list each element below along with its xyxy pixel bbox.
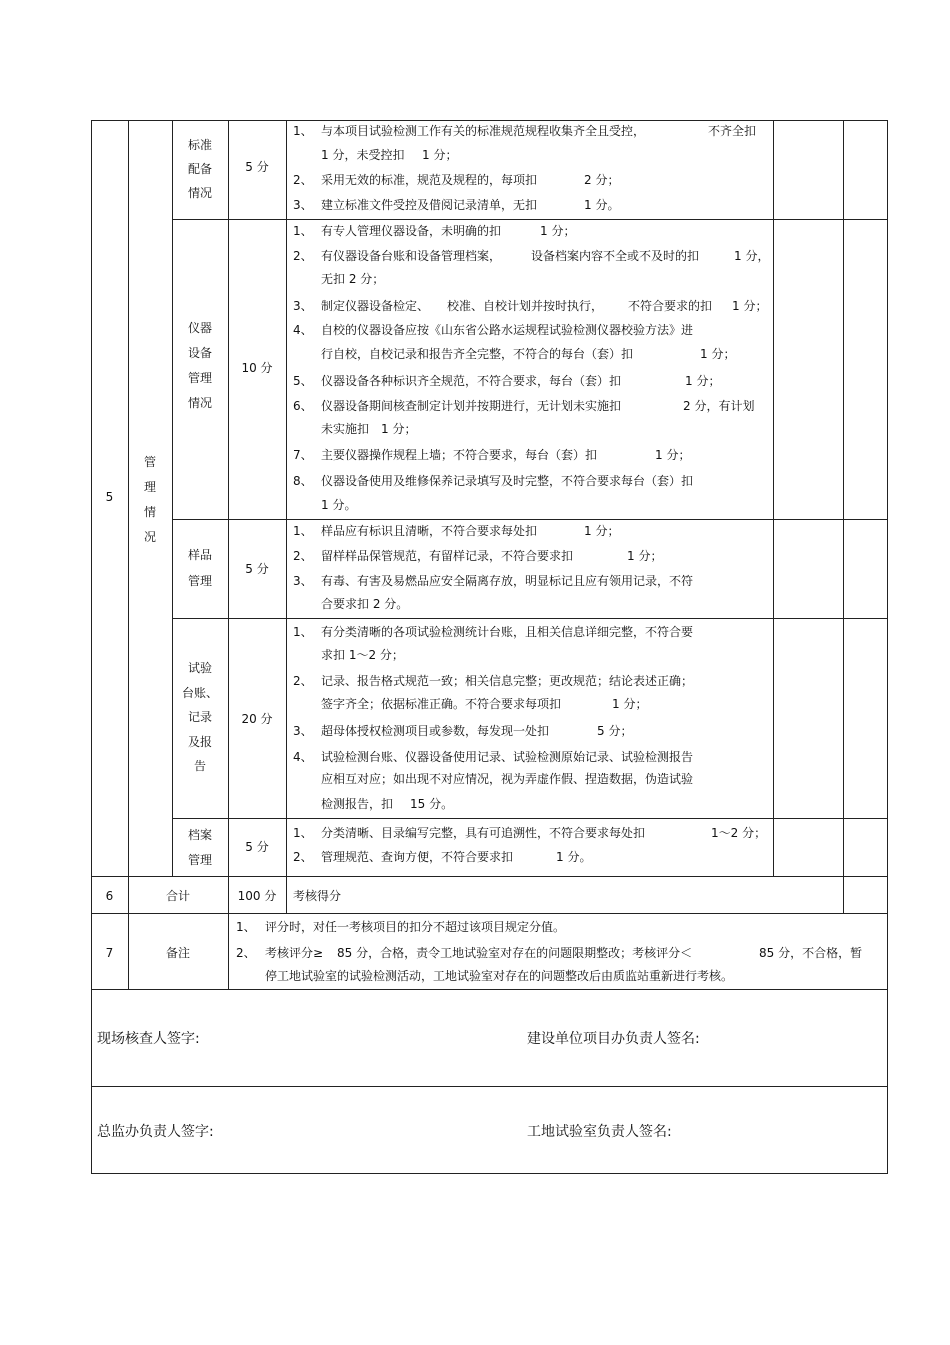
row-number: 6 [105, 889, 114, 903]
item-score: 5 分 [245, 840, 269, 854]
criteria-num: 1、 [293, 826, 313, 840]
criteria-text: 建立标准文件受控及借阅记录清单，无扣 [321, 198, 538, 212]
criteria-text: 超母体授权检测项目或参数，每发现一处扣 [321, 724, 550, 738]
criteria-text: 1 分； [700, 347, 736, 361]
criteria-text: 2 分； [584, 173, 620, 187]
grid-line [91, 1086, 888, 1087]
criteria-text: 合要求扣 2 分。 [321, 597, 409, 611]
criteria-num: 3、 [293, 299, 313, 313]
criteria-text: 采用无效的标准，规范及规程的，每项扣 [321, 173, 538, 187]
criteria-text: 1 分，未受控扣 [321, 148, 405, 162]
criteria-text: 1 分。 [556, 850, 592, 864]
criteria-num: 6、 [293, 399, 313, 413]
criteria-text: 试验检测台账、仪器设备使用记录、试验检测原始记录、试验检测报告 [321, 750, 694, 764]
item-label-line: 情况 [187, 186, 212, 200]
criteria-text: 行自校，自校记录和报告齐全完整，不符合的每台（套）扣 [321, 347, 634, 361]
criteria-text: 仪器设备各种标识齐全规范，不符合要求，每台（套）扣 [321, 374, 622, 388]
criteria-text: 不齐全扣 [708, 124, 757, 138]
item-label-line: 情况 [187, 396, 212, 410]
criteria-num: 3、 [293, 198, 313, 212]
criteria-num: 4、 [293, 323, 313, 337]
criteria-text: 15 分。 [410, 797, 454, 811]
criteria-num: 1、 [293, 224, 313, 238]
criteria-text: 1 分； [732, 299, 768, 313]
item-score: 5 分 [245, 160, 269, 174]
criteria-num: 2、 [293, 249, 313, 263]
criteria-text: 求扣 1～2 分； [321, 648, 404, 662]
item-score: 10 分 [241, 361, 273, 375]
criteria-text: 1 分； [422, 148, 458, 162]
criteria-num: 7、 [293, 448, 313, 462]
criteria-num: 1、 [293, 625, 313, 639]
criteria-text: 1 分。 [584, 198, 620, 212]
criteria-num: 2、 [293, 549, 313, 563]
criteria-text: 管理规范、查询方便，不符合要求扣 [321, 850, 514, 864]
criteria-text: 自校的仪器设备应按《山东省公路水运规程试验检测仪器校验方法》进 [321, 323, 694, 337]
item-label-line: 告 [193, 759, 206, 773]
item-label-line: 样品 [187, 548, 212, 562]
grid-line [887, 120, 888, 1174]
category-char: 情 [143, 505, 156, 519]
grid-line [91, 1173, 888, 1174]
criteria-text: 不符合要求的扣 [628, 299, 713, 313]
criteria-text: 分类清晰、目录编写完整，具有可追溯性，不符合要求每处扣 [321, 826, 646, 840]
criteria-text: 记录、报告格式规范一致；相关信息完整；更改规范；结论表述正确； [321, 674, 694, 688]
category-label [128, 450, 172, 550]
criteria-text: 1 分； [540, 224, 576, 238]
criteria-text: 未实施扣 [321, 422, 370, 436]
criteria-text: 1 分； [685, 374, 721, 388]
grid-line [91, 120, 888, 121]
criteria-num: 3、 [293, 724, 313, 738]
criteria-text: 有仪器设备台账和设备管理档案， [321, 249, 502, 263]
criteria-text: 与本项目试验检测工作有关的标准规范规程收集齐全且受控， [321, 124, 646, 138]
criteria-text: 5 分； [597, 724, 633, 738]
item-label [172, 542, 228, 594]
grid-line [172, 818, 888, 819]
item-label-line: 仪器 [187, 321, 212, 335]
onsite-inspector-signature-label: 现场核查人签字: [97, 1031, 200, 1047]
grid-line [228, 120, 229, 990]
grid-line [773, 120, 774, 877]
category-char: 管 [143, 455, 156, 469]
criteria-num: 2、 [293, 850, 313, 864]
remark-num: 1、 [236, 920, 256, 934]
remark-text: 评分时，对任一考核项目的扣分不超过该项目规定分值。 [265, 920, 566, 934]
grid-line [172, 219, 888, 220]
item-label [172, 316, 228, 416]
criteria-text: 样品应有标识且清晰，不符合要求每处扣 [321, 524, 538, 538]
item-label-line: 管理 [187, 574, 212, 588]
criteria-text: 2 分，有计划 [683, 399, 755, 413]
assessment-score-label: 考核得分 [293, 889, 342, 903]
remark-text: 停工地试验室的试验检测活动，工地试验室对存在的问题整改后由质监站重新进行考核。 [265, 969, 734, 983]
criteria-text: 1 分。 [321, 498, 357, 512]
category-char: 况 [143, 530, 156, 544]
grid-line [91, 120, 92, 1174]
criteria-text: 1 分； [584, 524, 620, 538]
criteria-text: 有毒、有害及易燃品应安全隔离存放，明显标记且应有领用记录，不符 [321, 574, 694, 588]
criteria-num: 3、 [293, 574, 313, 588]
item-label-line: 标准 [187, 138, 212, 152]
grid-line [172, 519, 888, 520]
item-label-line: 及报 [187, 734, 212, 749]
category-char: 理 [143, 480, 156, 494]
row-number: 7 [105, 946, 114, 960]
remarks-label: 备注 [165, 946, 190, 960]
criteria-text: 有分类清晰的各项试验检测统计台账，且相关信息详细完整，不符合要 [321, 625, 694, 639]
section-number: 5 [105, 490, 114, 504]
criteria-text: 校准、自校计划并按时执行， [447, 299, 604, 313]
criteria-num: 4、 [293, 750, 313, 764]
criteria-text: 有专人管理仪器设备，未明确的扣 [321, 224, 502, 238]
criteria-text: 主要仪器操作规程上墙；不符合要求，每台（套）扣 [321, 448, 598, 462]
criteria-num: 1、 [293, 124, 313, 138]
item-label-line: 记录 [187, 710, 212, 724]
item-label-line: 台账、 [181, 685, 218, 700]
grid-line [91, 989, 888, 990]
item-label [172, 823, 228, 873]
criteria-text: 1 分； [627, 549, 663, 563]
site-lab-signature-label: 工地试验室负责人签名: [527, 1124, 672, 1140]
criteria-text: 1 分； [612, 697, 648, 711]
remark-num: 2、 [236, 946, 256, 960]
criteria-text: 检测报告，扣 [321, 797, 394, 811]
criteria-text: 1 分； [655, 448, 691, 462]
criteria-text: 1 分； [381, 422, 417, 436]
total-score: 100 分 [237, 889, 277, 903]
item-label-line: 设备 [187, 346, 212, 360]
criteria-num: 5、 [293, 374, 313, 388]
remark-text: 85 分，不合格，暂 [759, 946, 863, 960]
grid-line [128, 120, 129, 990]
grid-line [91, 913, 888, 914]
item-label-line: 管理 [187, 371, 212, 385]
supervisor-office-signature-label: 总监办负责人签字: [97, 1124, 214, 1140]
criteria-num: 2、 [293, 674, 313, 688]
item-label-line: 配备 [187, 162, 212, 176]
item-label [172, 133, 228, 205]
owner-project-office-signature-label: 建设单位项目办负责人签名: [527, 1031, 700, 1047]
criteria-text: 制定仪器设备检定、 [321, 299, 430, 313]
item-score: 5 分 [245, 562, 269, 576]
grid-line [286, 120, 287, 914]
criteria-num: 8、 [293, 474, 313, 488]
remark-text: 考核评分≥ [265, 946, 324, 960]
criteria-text: 1～2 分； [711, 826, 767, 840]
total-label: 合计 [165, 889, 190, 903]
remark-text: 85 分，合格，责令工地试验室对存在的问题限期整改；考核评分＜ [337, 946, 693, 960]
item-label [172, 656, 228, 779]
item-label-line: 试验 [187, 661, 212, 675]
criteria-text: 应相互对应；如出现不对应情况，视为弄虚作假、捏造数据，伪造试验 [321, 772, 694, 786]
criteria-text: 留样样品保管规范，有留样记录，不符合要求扣 [321, 549, 574, 563]
criteria-num: 2、 [293, 173, 313, 187]
criteria-text: 1 分， [734, 249, 770, 263]
criteria-text: 仪器设备期间核查制定计划并按期进行，无计划未实施扣 [321, 399, 622, 413]
item-label-line: 档案 [187, 828, 212, 842]
grid-line [91, 876, 888, 877]
criteria-text: 仪器设备使用及维修保养记录填写及时完整，不符合要求每台（套）扣 [321, 474, 694, 488]
grid-line [843, 120, 844, 914]
criteria-text: 设备档案内容不全或不及时的扣 [531, 249, 700, 263]
item-label-line: 管理 [187, 853, 212, 867]
criteria-text: 签字齐全；依据标准正确。不符合要求每项扣 [321, 697, 562, 711]
criteria-text: 无扣 2 分； [321, 272, 385, 286]
criteria-num: 1、 [293, 524, 313, 538]
grid-line [172, 618, 888, 619]
item-score: 20 分 [241, 712, 273, 726]
